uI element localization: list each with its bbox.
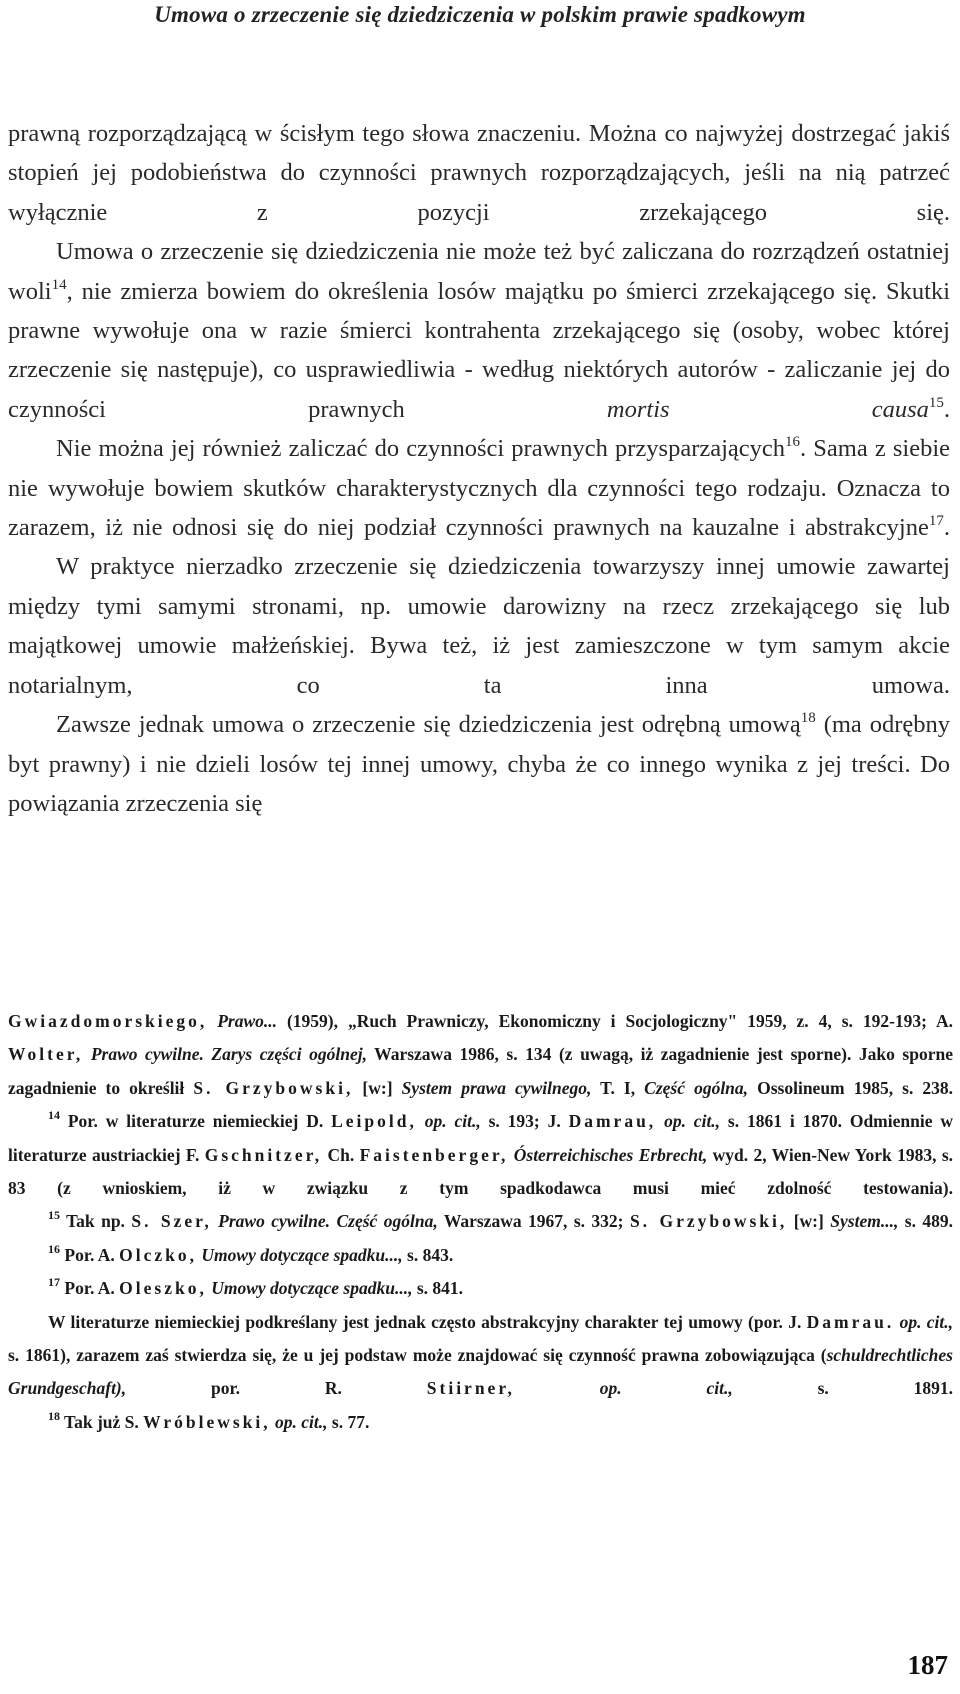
footnote-ref-14: 14 <box>51 276 67 293</box>
footnotes <box>8 1005 953 1439</box>
footnote-ref-17: 17 <box>928 513 944 530</box>
paragraph-1: prawną rozporządzającą w ścisłym tego słowa znaczeniu. Można co najwyżej dostrzegać jakiś stopień jej podobieństwa do czynności prawnych rozporządzających, jeśli na nią patrzeć wyłącznie z pozycji zrzekającego się. <box>8 120 950 226</box>
footnote-ref-18: 18 <box>800 710 816 727</box>
footnote-18: $^{18}$ Tak już S. Wróblewski, op. cit., s. 77. <box>48 1408 370 1432</box>
footnote-ref-16: 16 <box>785 434 801 451</box>
paragraph-5: Zawsze jednak umowa o zrzeczenie się dziedziczenia jest odrębną umową$^{18}$ (ma odrębny byt prawny) i nie dzieli losów tej innej umowy, chyba że co innego wynika z jej treści. Do powiązania zrzeczenia się <box>8 710 950 817</box>
footnote-13-continuation: Gwiazdomorskiego, Prawo... (1959), „Ruch Prawniczy, Ekonomiczny i Socjologiczny" 1959, z. 4, s. 192-193; A. Wolter, Prawo cywilne. Zarys części ogólnej, Warszawa 1986, s. 134 (z uwagą, iż zagadnienie jest sporne). Jako sporne zagadnienie to określił S. Grzybowski, [w:] System prawa cywilnego, T. I, Część ogólna, Ossolineum 1985, s. 238. <box>8 1011 954 1098</box>
running-header: Umowa o zrzeczenie się dziedziczenia w polskim prawie spadkowym <box>154 2 806 27</box>
main-text <box>8 114 950 823</box>
paragraph-2: Umowa o zrzeczenie się dziedziczenia nie może też być zaliczana do rozrządzeń ostatniej woli$^{14}$, nie zmierza bowiem do określenia losów majątku po śmierci zrzekającego się. Skutki prawne wywołuje ona w razie śmierci kontrahenta zrzekającego się (osoby, wobec której zrzeczenie się następuje), co usprawiedliwia - według niektórych autorów - zaliczanie jej do czynności prawnych mortis causa$^{15}$. <box>8 238 950 423</box>
footnote-16: $^{16}$ Por. A. Olczko, Umowy dotyczące spadku..., s. 843. <box>48 1241 454 1265</box>
footnote-17: $^{17}$ Por. A. Oleszko, Umowy dotyczące spadku..., s. 841. <box>48 1275 464 1299</box>
footnote-17-continuation: W literaturze niemieckiej podkreślany jest jednak często abstrakcyjny charakter tej umowy (por. J. Damrau. op. cit., s. 1861), zarazem zaś stwierdza się, że u jej podstaw może znajdować się czynność prawna zobowiązująca (schuldrechtliches Grundgeschaft), por. R. Stiirner, op. cit., s. 1891. <box>8 1311 954 1399</box>
footnote-ref-15: 15 <box>928 394 944 411</box>
footnote-15: $^{15}$ Tak np. S. Szer, Prawo cywilne. Część ogólna, Warszawa 1967, s. 332; S. Grzybowski, [w:] System..., s. 489. <box>48 1208 953 1232</box>
footnote-14: $^{14}$ Por. w literaturze niemieckiej D. Leipold, op. cit., s. 193; J. Damrau, op. cit., s. 1861 i 1870. Odmiennie w literaturze austriackiej F. Gschnitzer, Ch. Faistenberger, Ósterreichisches Erbrecht, wyd. 2, Wien-New York 1983, s. 83 (z wnioskiem, iż w związku z tym spadkodawca musi mieć zdolność testowania). <box>8 1108 954 1199</box>
paragraph-4: W praktyce nierzadko zrzeczenie się dziedziczenia towarzyszy innej umowie zawartej między tymi samymi stronami, np. umowie darowizny na rzecz zrzekającego się lub majątkowej umowie małżeńskiej. Bywa też, iż jest zamieszczone w tym samym akcie notarialnym, co ta inna umowa. <box>8 553 950 699</box>
page-number: 187 <box>907 1650 948 1680</box>
paragraph-3: Nie można jej również zaliczać do czynności prawnych przysparzających$^{16}$. Sama z siebie nie wywołuje bowiem skutków charakterystycznych dla czynności tego rodzaju. Oznacza to zarazem, iż nie odnosi się do niej podział czynności prawnych na kauzalne i abstrakcyjne$^{17}$. <box>8 434 951 542</box>
